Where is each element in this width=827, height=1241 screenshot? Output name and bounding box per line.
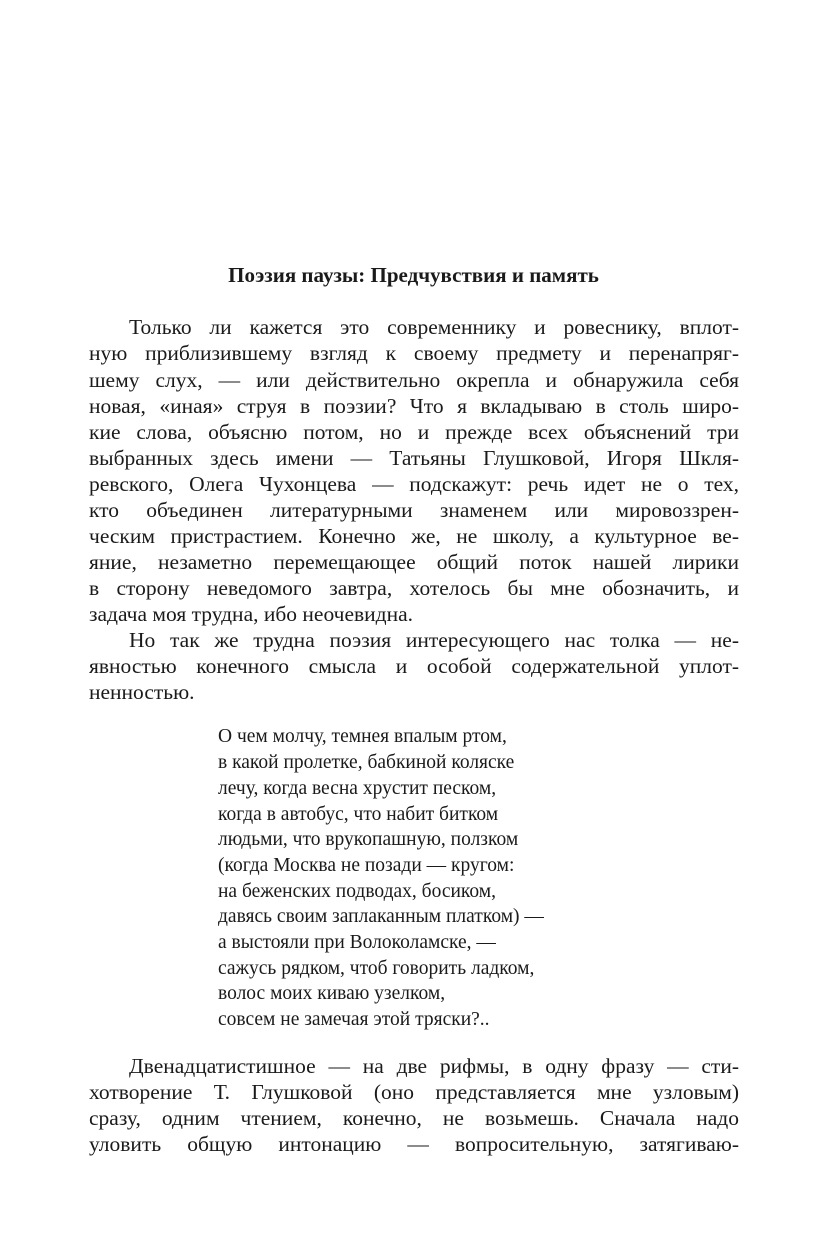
poem-line: в какой пролетке, бабкиной коляске — [218, 752, 515, 773]
poem-line: совсем не замечая этой тряски?.. — [218, 1009, 490, 1030]
chapter-heading: Поэзия паузы: Предчувствия и память — [228, 263, 599, 287]
text-line: кие слова, объясню потом, но и прежде всех объяснений три — [89, 420, 739, 444]
poem-line: О чем молчу, темнея впалым ртом, — [218, 726, 507, 747]
poem-line: лечу, когда весна хрустит песком, — [218, 778, 497, 799]
text-line: выбранных здесь имени — Татьяны Глушковой, Игоря Шкля- — [89, 446, 739, 470]
text-line: ненностью. — [89, 680, 195, 704]
text-line: ную приблизившему взгляд к своему предмету и перенапряг- — [89, 341, 739, 365]
text-line: Но так же трудна поэзия интересующего нас толка — не- — [129, 628, 739, 652]
poem-line: давясь своим заплаканным платком) — — [218, 906, 544, 927]
text-line: яние, незаметно перемещающее общий поток нашей лирики — [89, 550, 739, 574]
text-line: в сторону неведомого завтра, хотелось бы мне обозначить, и — [89, 576, 739, 600]
text-line: новая, «иная» струя в поэзии? Что я вкладываю в столь широ- — [89, 394, 739, 418]
poem-line: а выстояли при Волоколамске, — — [218, 932, 496, 953]
text-line: уловить общую интонацию — вопросительную, затягиваю- — [89, 1132, 739, 1156]
text-line: шему слух, — или действительно окрепла и обнаружила себя — [89, 368, 739, 392]
poem-line: когда в автобус, что набит битком — [218, 804, 499, 825]
text-line: явностью конечного смысла и особой содержательной уплот- — [89, 654, 739, 678]
text-line: ревского, Олега Чухонцева — подскажут: речь идет не о тех, — [89, 472, 739, 496]
text-line: Только ли кажется это современнику и ровеснику, вплот- — [129, 315, 739, 339]
poem-line: людьми, что врукопашную, ползком — [218, 829, 519, 850]
text-line: Двенадцатистишное — на две рифмы, в одну фразу — сти- — [129, 1054, 739, 1078]
text-line: кто объединен литературными знаменем или мировоззрен- — [89, 498, 739, 522]
poem-line: на беженских подводах, босиком, — [218, 881, 496, 902]
poem-line: волос моих киваю узелком, — [218, 983, 446, 1004]
text-line: ческим пристрастием. Конечно же, не школу, а культурное ве- — [89, 524, 739, 548]
poem-line: сажусь рядком, чтоб говорить ладком, — [218, 958, 535, 979]
text-line: хотворение Т. Глушковой (оно представляется мне узловым) — [89, 1080, 739, 1104]
poem-line: (когда Москва не позади — кругом: — [218, 855, 515, 876]
text-line: задача моя трудна, ибо неочевидна. — [89, 602, 414, 626]
text-line: сразу, одним чтением, конечно, не возьмешь. Сначала надо — [89, 1106, 739, 1130]
